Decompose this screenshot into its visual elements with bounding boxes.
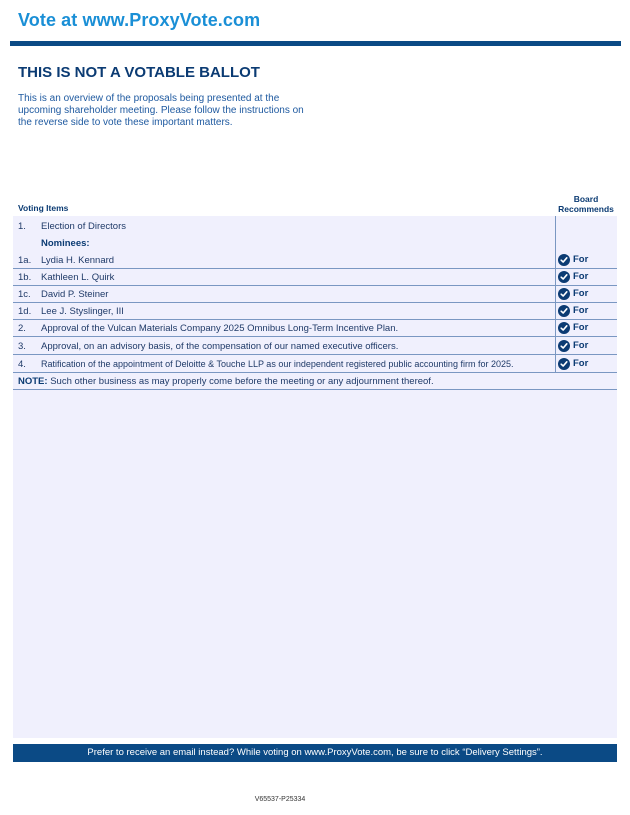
intro-text: This is an overview of the proposals being presented at the upcoming shareholder meeting. Please follow the instructions on the reverse side to vote these important matters.	[18, 93, 304, 128]
check-circle-icon	[558, 358, 570, 370]
item-text: Lee J. Styslinger, III	[41, 306, 124, 317]
board-recommendation	[558, 287, 588, 300]
item-text: Election of Directors	[41, 221, 127, 232]
note-text: Such other business as may properly come before the meeting or any adjournment thereof.	[47, 376, 434, 387]
recommendation-label: For	[573, 322, 589, 333]
voting-item-1a	[13, 251, 617, 269]
board-recommendation	[558, 321, 588, 334]
item-text: Approval, on an advisory basis, of the compensation of our named executive officers.	[41, 341, 399, 352]
recommendation-label: For	[573, 305, 589, 316]
item-number: 1a.	[18, 255, 32, 266]
item-number: 3.	[18, 341, 26, 352]
item-text: David P. Steiner	[41, 289, 109, 300]
item-number: 1.	[18, 221, 26, 232]
page-title: THIS IS NOT A VOTABLE BALLOT	[18, 64, 260, 81]
check-circle-icon	[558, 254, 570, 266]
voting-item-1b	[13, 268, 617, 286]
item-text: Approval of the Vulcan Materials Company 2025 Omnibus Long-Term Incentive Plan.	[41, 323, 399, 334]
voting-item-4	[13, 355, 617, 373]
note-label: NOTE:	[18, 376, 48, 387]
item-number: 1c.	[18, 289, 31, 300]
check-circle-icon	[558, 322, 570, 334]
voting-item-1	[13, 217, 617, 234]
item-text: Kathleen L. Quirk	[41, 272, 115, 283]
board-recommendation	[558, 357, 588, 370]
item-number: 4.	[18, 359, 26, 370]
item-text: Ratification of the appointment of Deloitte & Touche LLP as our independent registered public accounting firm for 2025.	[41, 359, 514, 369]
check-circle-icon	[558, 271, 570, 283]
voting-items-header: Voting Items	[18, 203, 69, 213]
voting-item-3	[13, 337, 617, 355]
note-text-wrapper	[18, 376, 434, 387]
board-recommendation	[558, 253, 588, 266]
nominees-label: Nominees:	[41, 238, 90, 249]
recommendation-label: For	[573, 254, 589, 265]
item-number: 1b.	[18, 272, 32, 283]
header-divider	[10, 41, 621, 46]
recommendation-label: For	[573, 271, 589, 282]
board-header-line1: Board	[573, 194, 599, 204]
board-header-line2: Recommends	[558, 204, 614, 214]
board-recommends-header	[554, 194, 618, 214]
item-number: 2.	[18, 323, 26, 334]
item-text: Lydia H. Kennard	[41, 255, 115, 266]
header-title: Vote at www.ProxyVote.com	[18, 10, 261, 30]
board-recommendation	[558, 270, 588, 283]
recommendation-label: For	[573, 358, 589, 369]
check-circle-icon	[558, 340, 570, 352]
nominees-label-row	[13, 234, 617, 251]
voting-item-1d	[13, 302, 617, 320]
voting-item-1c	[13, 285, 617, 303]
check-circle-icon	[558, 288, 570, 300]
recommendation-label: For	[573, 340, 589, 351]
item-number: 1d.	[18, 306, 32, 317]
note-row	[13, 373, 617, 390]
document-code: V65537-P25334	[254, 796, 306, 803]
recommendation-label: For	[573, 288, 589, 299]
board-recommendation	[558, 304, 588, 317]
voting-item-2	[13, 319, 617, 337]
board-recommendation	[558, 339, 588, 352]
delivery-settings-banner: Prefer to receive an email instead? While voting on www.ProxyVote.com, be sure to click “Delivery Settings”.	[13, 744, 617, 762]
check-circle-icon	[558, 305, 570, 317]
